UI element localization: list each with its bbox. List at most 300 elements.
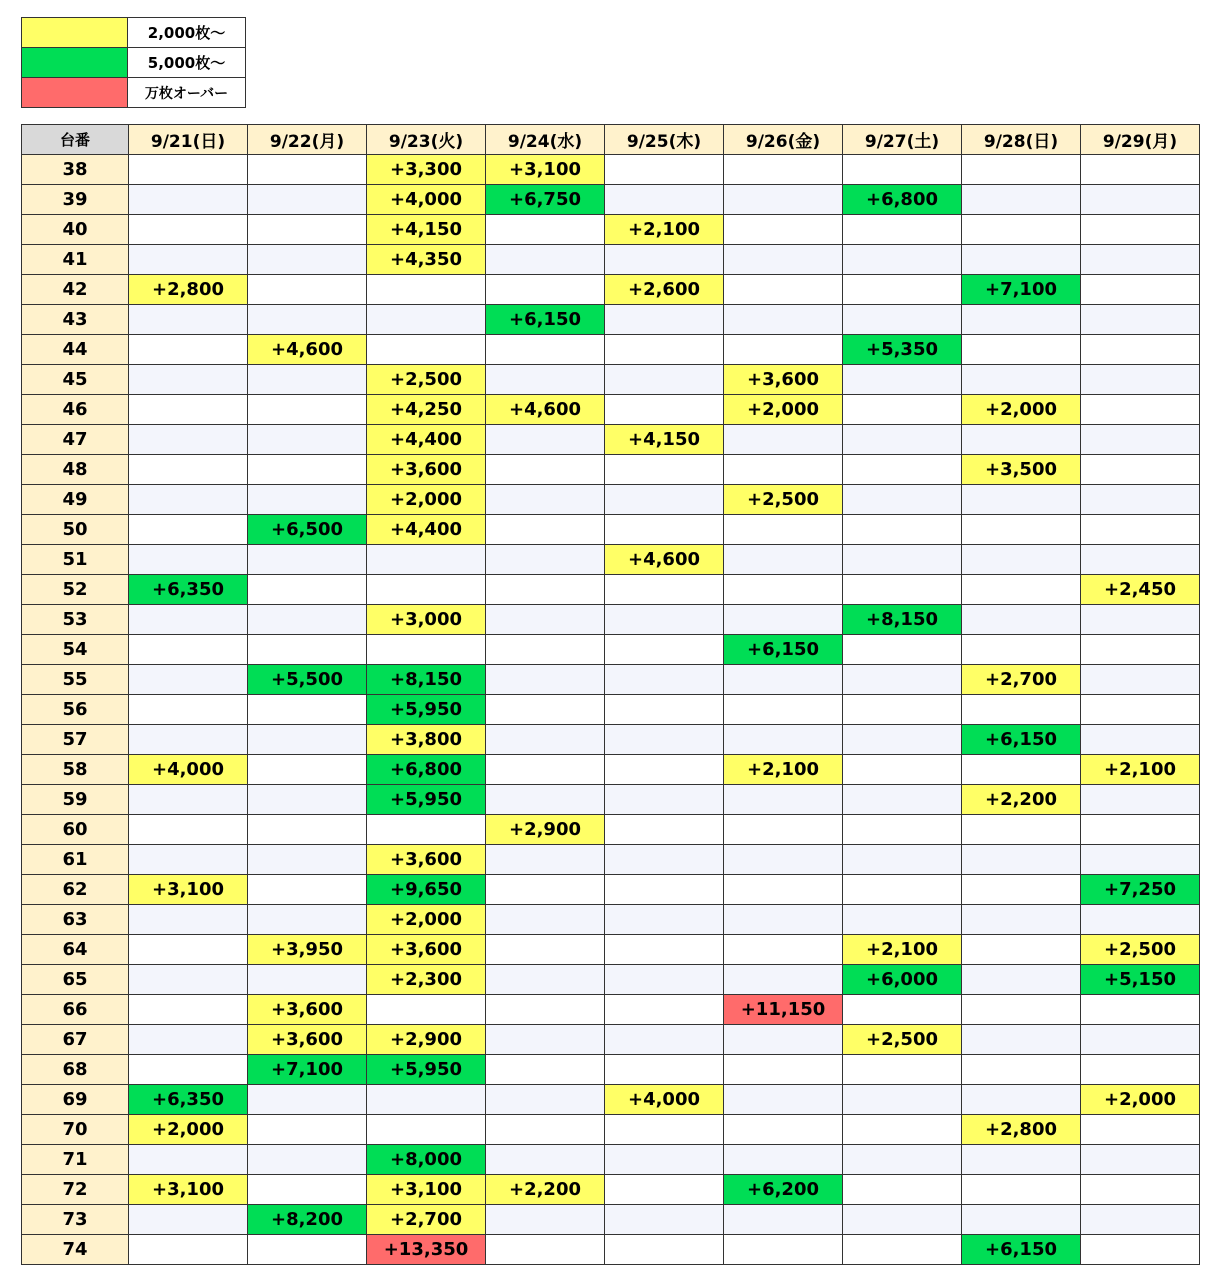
- machine-number: 44: [22, 335, 129, 365]
- result-cell: [962, 1085, 1081, 1115]
- result-cell: [248, 1235, 367, 1265]
- result-cell: [129, 725, 248, 755]
- result-cell: [843, 815, 962, 845]
- result-cell: [843, 695, 962, 725]
- result-cell: +2,450: [1081, 575, 1200, 605]
- result-cell: [1081, 1055, 1200, 1085]
- result-cell: [129, 785, 248, 815]
- result-cell: [248, 155, 367, 185]
- result-cell: [724, 965, 843, 995]
- date-column-header: 9/27(土): [843, 125, 962, 155]
- table-row: [22, 515, 1200, 545]
- result-cell: [843, 455, 962, 485]
- result-cell: [486, 575, 605, 605]
- result-cell: [486, 275, 605, 305]
- result-cell: [843, 635, 962, 665]
- table-row: [22, 905, 1200, 935]
- result-cell: [367, 305, 486, 335]
- result-cell: [486, 455, 605, 485]
- result-cell: [486, 785, 605, 815]
- machine-number: 49: [22, 485, 129, 515]
- result-cell: [129, 665, 248, 695]
- result-cell: [843, 215, 962, 245]
- result-cell: [248, 875, 367, 905]
- result-cell: [962, 515, 1081, 545]
- result-cell: [605, 935, 724, 965]
- result-cell: [129, 635, 248, 665]
- result-cell: [605, 515, 724, 545]
- result-cell: [962, 185, 1081, 215]
- result-cell: [248, 1145, 367, 1175]
- result-cell: +6,350: [129, 575, 248, 605]
- result-cell: [1081, 995, 1200, 1025]
- result-cell: [962, 365, 1081, 395]
- result-cell: [605, 605, 724, 635]
- result-cell: +2,000: [129, 1115, 248, 1145]
- result-cell: +3,600: [248, 995, 367, 1025]
- result-cell: +11,150: [724, 995, 843, 1025]
- result-cell: [129, 1025, 248, 1055]
- result-cell: [129, 425, 248, 455]
- result-cell: [605, 575, 724, 605]
- result-cell: [248, 545, 367, 575]
- result-cell: [1081, 215, 1200, 245]
- result-cell: [605, 845, 724, 875]
- result-cell: +3,800: [367, 725, 486, 755]
- date-column-header: 9/25(木): [605, 125, 724, 155]
- date-column-header: 9/22(月): [248, 125, 367, 155]
- table-row: [22, 725, 1200, 755]
- result-cell: +8,150: [843, 605, 962, 635]
- result-cell: +2,600: [605, 275, 724, 305]
- table-row: [22, 485, 1200, 515]
- machine-number: 52: [22, 575, 129, 605]
- table-row: [22, 575, 1200, 605]
- table-row: [22, 815, 1200, 845]
- result-cell: [367, 545, 486, 575]
- result-cell: [1081, 785, 1200, 815]
- result-cell: [962, 1025, 1081, 1055]
- table-row: [22, 755, 1200, 785]
- result-cell: [1081, 275, 1200, 305]
- result-cell: [1081, 305, 1200, 335]
- legend-row: [22, 48, 246, 78]
- result-cell: [129, 545, 248, 575]
- result-cell: [605, 635, 724, 665]
- result-cell: [248, 755, 367, 785]
- result-cell: [724, 575, 843, 605]
- result-cell: [962, 995, 1081, 1025]
- result-cell: +4,600: [605, 545, 724, 575]
- table-row: [22, 455, 1200, 485]
- result-cell: [843, 395, 962, 425]
- result-cell: +13,350: [367, 1235, 486, 1265]
- result-cell: [724, 245, 843, 275]
- result-cell: [129, 335, 248, 365]
- result-cell: [486, 965, 605, 995]
- result-cell: [486, 215, 605, 245]
- result-cell: [724, 1205, 843, 1235]
- result-cell: [248, 425, 367, 455]
- result-cell: [724, 185, 843, 215]
- result-cell: [724, 455, 843, 485]
- result-cell: [843, 275, 962, 305]
- machine-number: 47: [22, 425, 129, 455]
- result-cell: [486, 1025, 605, 1055]
- result-cell: [248, 1175, 367, 1205]
- machine-number: 50: [22, 515, 129, 545]
- result-cell: [1081, 695, 1200, 725]
- result-cell: [605, 815, 724, 845]
- result-cell: +2,700: [962, 665, 1081, 695]
- result-cell: [724, 155, 843, 185]
- result-cell: [486, 905, 605, 935]
- table-row: [22, 785, 1200, 815]
- result-cell: [1081, 185, 1200, 215]
- machine-number: 55: [22, 665, 129, 695]
- result-cell: [724, 815, 843, 845]
- legend-label: 2,000枚〜: [128, 18, 246, 48]
- machine-number: 40: [22, 215, 129, 245]
- result-cell: [248, 635, 367, 665]
- date-column-header: 9/26(金): [724, 125, 843, 155]
- machine-number: 45: [22, 365, 129, 395]
- result-cell: [129, 365, 248, 395]
- result-cell: [962, 1055, 1081, 1085]
- machine-number: 67: [22, 1025, 129, 1055]
- table-row: [22, 665, 1200, 695]
- result-cell: +3,950: [248, 935, 367, 965]
- result-cell: [605, 785, 724, 815]
- result-cell: [843, 155, 962, 185]
- result-cell: [486, 995, 605, 1025]
- result-cell: [724, 1115, 843, 1145]
- result-cell: [1081, 1235, 1200, 1265]
- result-cell: [248, 905, 367, 935]
- result-cell: +3,500: [962, 455, 1081, 485]
- result-cell: [843, 485, 962, 515]
- machine-number: 72: [22, 1175, 129, 1205]
- result-cell: +5,950: [367, 695, 486, 725]
- result-cell: [724, 1085, 843, 1115]
- result-cell: +6,800: [843, 185, 962, 215]
- result-cell: +8,000: [367, 1145, 486, 1175]
- result-cell: [486, 1055, 605, 1085]
- result-cell: [843, 875, 962, 905]
- result-cell: +8,150: [367, 665, 486, 695]
- result-cell: [605, 485, 724, 515]
- result-cell: [962, 1205, 1081, 1235]
- result-cell: [843, 365, 962, 395]
- result-cell: [605, 725, 724, 755]
- result-cell: +2,500: [843, 1025, 962, 1055]
- table-row: [22, 155, 1200, 185]
- result-cell: [605, 365, 724, 395]
- result-cell: [1081, 485, 1200, 515]
- result-cell: +3,100: [367, 1175, 486, 1205]
- result-cell: +4,600: [486, 395, 605, 425]
- result-cell: [962, 575, 1081, 605]
- result-cell: [843, 1115, 962, 1145]
- result-cell: +4,150: [605, 425, 724, 455]
- result-cell: +4,000: [367, 185, 486, 215]
- result-cell: +2,100: [724, 755, 843, 785]
- result-cell: +4,600: [248, 335, 367, 365]
- result-cell: +6,750: [486, 185, 605, 215]
- table-row: [22, 1115, 1200, 1145]
- result-cell: [605, 395, 724, 425]
- result-cell: [486, 635, 605, 665]
- result-cell: [486, 1205, 605, 1235]
- result-cell: [605, 995, 724, 1025]
- result-cell: [486, 425, 605, 455]
- result-cell: [129, 395, 248, 425]
- result-cell: +7,100: [962, 275, 1081, 305]
- result-cell: +4,250: [367, 395, 486, 425]
- machine-number: 73: [22, 1205, 129, 1235]
- legend-row: [22, 18, 246, 48]
- result-cell: [962, 335, 1081, 365]
- result-cell: [1081, 1115, 1200, 1145]
- date-column-header: 9/21(日): [129, 125, 248, 155]
- result-cell: [1081, 635, 1200, 665]
- result-cell: [1081, 395, 1200, 425]
- machine-number: 63: [22, 905, 129, 935]
- result-cell: [129, 605, 248, 635]
- machine-number: 65: [22, 965, 129, 995]
- result-cell: [367, 815, 486, 845]
- result-cell: [605, 665, 724, 695]
- result-cell: +4,400: [367, 515, 486, 545]
- result-cell: [724, 1055, 843, 1085]
- result-cell: [486, 365, 605, 395]
- legend-swatch: [22, 78, 128, 108]
- result-cell: [605, 1115, 724, 1145]
- table-row: [22, 965, 1200, 995]
- result-cell: [486, 725, 605, 755]
- result-cell: +3,600: [724, 365, 843, 395]
- result-cell: +4,000: [605, 1085, 724, 1115]
- table-row: [22, 275, 1200, 305]
- result-cell: +8,200: [248, 1205, 367, 1235]
- result-cell: [1081, 665, 1200, 695]
- result-cell: [248, 845, 367, 875]
- result-cell: [724, 845, 843, 875]
- result-cell: [843, 755, 962, 785]
- result-cell: [129, 1205, 248, 1235]
- result-cell: [962, 815, 1081, 845]
- result-cell: [843, 1145, 962, 1175]
- result-cell: +6,150: [962, 725, 1081, 755]
- table-row: [22, 305, 1200, 335]
- result-cell: [605, 1175, 724, 1205]
- result-cell: [367, 635, 486, 665]
- result-cell: [129, 815, 248, 845]
- result-cell: [724, 425, 843, 455]
- result-cell: [486, 545, 605, 575]
- table-row: [22, 845, 1200, 875]
- result-cell: +3,100: [486, 155, 605, 185]
- result-cell: [724, 515, 843, 545]
- result-cell: +6,150: [962, 1235, 1081, 1265]
- machine-number: 66: [22, 995, 129, 1025]
- result-cell: +6,500: [248, 515, 367, 545]
- result-cell: [724, 1025, 843, 1055]
- result-cell: [843, 305, 962, 335]
- result-cell: +4,400: [367, 425, 486, 455]
- result-cell: [724, 1235, 843, 1265]
- machine-number: 39: [22, 185, 129, 215]
- result-cell: [129, 155, 248, 185]
- results-table: [21, 124, 1200, 1265]
- date-column-header: 9/29(月): [1081, 125, 1200, 155]
- result-cell: [129, 305, 248, 335]
- result-cell: [248, 815, 367, 845]
- result-cell: +2,800: [129, 275, 248, 305]
- result-cell: [248, 365, 367, 395]
- result-cell: +2,000: [367, 905, 486, 935]
- result-cell: [1081, 545, 1200, 575]
- machine-number: 70: [22, 1115, 129, 1145]
- result-cell: [129, 515, 248, 545]
- result-cell: [1081, 245, 1200, 275]
- result-cell: +7,100: [248, 1055, 367, 1085]
- result-cell: [1081, 425, 1200, 455]
- table-row: [22, 545, 1200, 575]
- result-cell: [129, 1235, 248, 1265]
- result-cell: [605, 875, 724, 905]
- result-cell: [486, 845, 605, 875]
- result-cell: +2,500: [367, 365, 486, 395]
- result-cell: [367, 1085, 486, 1115]
- result-cell: [248, 725, 367, 755]
- result-cell: [367, 335, 486, 365]
- date-column-header: 9/24(水): [486, 125, 605, 155]
- result-cell: +3,600: [367, 935, 486, 965]
- result-cell: +3,600: [248, 1025, 367, 1055]
- result-cell: [724, 545, 843, 575]
- result-cell: [962, 845, 1081, 875]
- result-cell: [605, 455, 724, 485]
- result-cell: +6,000: [843, 965, 962, 995]
- result-cell: [129, 1145, 248, 1175]
- date-column-header: 9/23(火): [367, 125, 486, 155]
- result-cell: [129, 995, 248, 1025]
- result-cell: [962, 215, 1081, 245]
- result-cell: [962, 695, 1081, 725]
- machine-number: 64: [22, 935, 129, 965]
- machine-number: 61: [22, 845, 129, 875]
- result-cell: [605, 755, 724, 785]
- table-row: [22, 1175, 1200, 1205]
- result-cell: [962, 245, 1081, 275]
- result-cell: [843, 905, 962, 935]
- result-cell: [1081, 1025, 1200, 1055]
- result-cell: [486, 1085, 605, 1115]
- result-cell: [248, 245, 367, 275]
- result-cell: [129, 695, 248, 725]
- table-row: [22, 695, 1200, 725]
- result-cell: [962, 485, 1081, 515]
- result-cell: [1081, 155, 1200, 185]
- result-cell: [605, 695, 724, 725]
- result-cell: +2,200: [962, 785, 1081, 815]
- result-cell: [367, 1115, 486, 1145]
- result-cell: +9,650: [367, 875, 486, 905]
- result-cell: +2,200: [486, 1175, 605, 1205]
- result-cell: +2,900: [486, 815, 605, 845]
- result-cell: [367, 275, 486, 305]
- machine-number: 42: [22, 275, 129, 305]
- table-row: [22, 995, 1200, 1025]
- result-cell: [248, 575, 367, 605]
- table-row: [22, 1145, 1200, 1175]
- result-cell: +6,800: [367, 755, 486, 785]
- result-cell: [962, 1175, 1081, 1205]
- result-cell: +2,100: [1081, 755, 1200, 785]
- table-row: [22, 935, 1200, 965]
- result-cell: [962, 635, 1081, 665]
- result-cell: [843, 995, 962, 1025]
- table-row: [22, 1085, 1200, 1115]
- result-cell: +5,950: [367, 785, 486, 815]
- result-cell: [724, 335, 843, 365]
- result-cell: [1081, 1205, 1200, 1235]
- table-row: [22, 605, 1200, 635]
- result-cell: +2,000: [1081, 1085, 1200, 1115]
- legend-label: 万枚オーバー: [128, 78, 246, 108]
- result-cell: +2,700: [367, 1205, 486, 1235]
- result-cell: [605, 905, 724, 935]
- result-cell: [843, 1055, 962, 1085]
- table-row: [22, 1235, 1200, 1265]
- machine-number: 51: [22, 545, 129, 575]
- result-cell: [486, 755, 605, 785]
- result-cell: [724, 215, 843, 245]
- result-cell: [248, 605, 367, 635]
- legend: [21, 17, 246, 108]
- result-cell: +2,000: [962, 395, 1081, 425]
- result-cell: [1081, 725, 1200, 755]
- result-cell: [1081, 455, 1200, 485]
- result-cell: +2,300: [367, 965, 486, 995]
- result-cell: [724, 875, 843, 905]
- result-cell: +3,600: [367, 455, 486, 485]
- result-cell: [605, 245, 724, 275]
- result-cell: [248, 785, 367, 815]
- result-cell: +2,100: [605, 215, 724, 245]
- table-row: [22, 365, 1200, 395]
- machine-number-header: 台番: [22, 125, 129, 155]
- result-cell: [843, 575, 962, 605]
- result-cell: [129, 845, 248, 875]
- result-cell: [486, 1235, 605, 1265]
- result-cell: [843, 245, 962, 275]
- result-cell: [248, 965, 367, 995]
- result-cell: [724, 905, 843, 935]
- result-cell: [605, 965, 724, 995]
- result-cell: [248, 1085, 367, 1115]
- result-cell: [248, 275, 367, 305]
- result-cell: [486, 485, 605, 515]
- result-cell: [605, 1055, 724, 1085]
- result-cell: [724, 605, 843, 635]
- result-cell: [724, 305, 843, 335]
- result-cell: [129, 935, 248, 965]
- result-cell: [1081, 845, 1200, 875]
- result-cell: [367, 995, 486, 1025]
- result-cell: [605, 1205, 724, 1235]
